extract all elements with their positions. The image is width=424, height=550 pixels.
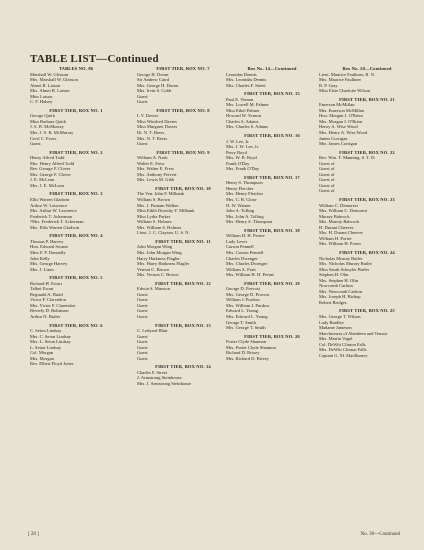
guest-name: Frederick T. Ackerman [30,213,72,219]
guest-name: Vernon C. Brown [137,266,169,272]
guest-name: Dr. N. T. Beers [137,130,165,136]
table-section [319,94,415,147]
guest-name: Henry Alfred Todd [30,155,65,161]
continued-note: No. 30—Continued [360,532,400,537]
guest-name: Mrs. Joseph H. Bishop [319,294,361,300]
section-header: FIRST TIER, BOX NO. 6 [49,322,103,328]
section-header: TABLES NO. 86 [58,66,94,71]
table-section [30,272,122,319]
guest-name: Miss Barbara Quirk [30,118,67,124]
guest-name: Mrs. Nicholas Murray Butler [319,261,373,267]
guest-name: Sir Andrew Caird [137,77,170,83]
table-section [226,66,318,88]
guest-name: Lieut. Maurice Faulkner, R. N. [319,71,376,77]
guest-name: Mrs. Richard D. Brixey [226,355,270,361]
guest-name: Mrs. Morgan [30,355,54,361]
guest-name: George T. Smith [226,319,256,325]
guest-name: Mrs. W. B. Boyd [226,155,257,161]
guest-name: Marchioness of Aberdeen and Temair [319,330,388,336]
guest-name: Mrs. Leonidas Dennis [226,77,267,83]
section-header: Box No. 20—Continued [342,66,392,71]
guest-name: Mrs. Almet R. Latson [30,88,70,94]
guest-name: Mrs. Charles Dwenger [226,261,268,267]
guest-name: Harry Harkness Flagler [137,255,180,261]
guest-name: H. W. Warner [226,202,251,208]
section-header: FIRST TIER, BOX NO. 5 [49,275,103,281]
guest-name: Paul E. Vernon [226,96,254,102]
guest-name: Mrs. Lowell M. Palmer [226,102,269,108]
guest-name: Arthur N. Butler [30,313,61,319]
section-header: FIRST TIER, BOX NO. 8 [156,107,210,113]
guest-name: Charles Dwenger [226,255,258,261]
guest-name: Nicholas Murray Butler [319,255,363,261]
guest-name: William J. Purdow [226,297,261,303]
guest-name: ?Mrs. Frederick T. Ackerman [30,219,84,225]
guest-name: Mrs. William S. Holmes [137,224,182,230]
guest-name: Robert Bridges [319,299,347,305]
section-header: FIRST TIER, BOX NO. 22 [339,149,395,155]
guest-name: Mrs. John Morgan Wing [137,249,182,255]
guest-name: Mrs. George F. Clover [30,171,71,177]
table-section [226,225,318,278]
guest-name: Howard W. Vernon [226,113,261,119]
section-header: FIRST TIER, BOX NO. 23 [339,197,395,203]
guest-name: Mrs. Marshall W. Gleason [30,77,78,83]
guest-name: Richard H. Ewart [30,280,62,286]
guest-name: Mrs. J. Armstrong Steinhouse [137,380,192,386]
guest-name: Miss Latson [30,93,53,99]
section-header: FIRST TIER, BOX NO. 15 [244,91,300,97]
guest-name: Mrs. Vernon C. Brown [137,272,179,278]
guest-name: Guest [137,302,148,308]
guest-name: H. Durant Cheever [319,224,354,230]
section-header: FIRST TIER, BOX NO. 12 [155,280,211,286]
guest-name: Guest [137,333,148,339]
guest-name: Miss Elsie Charlotte Wilson [319,88,371,94]
guest-name: Marshall W. Gleason [30,71,69,77]
table-section [226,88,318,130]
guest-name: Hon. Edward Swann [30,244,68,250]
guest-name: Mrs. Carson Pennell [226,249,264,255]
guest-name: Mrs. Morgan J. O'Brien [319,118,363,124]
table-section [30,230,122,272]
guest-name: Guest of [319,166,335,172]
guest-name: Mrs. James Corrigan [319,141,358,147]
guest-name: Mrs. George T. Smith [226,325,266,331]
table-section [137,66,229,105]
guest-name: John Morgan Wing [137,244,173,250]
section-header: FIRST TIER, BOX NO. 17 [244,174,300,180]
guest-name: J. W. Lee, Jr. [226,138,250,144]
section-header: FIRST TIER, BOX NO. 20 [244,333,300,339]
guest-name: Walter E. Frew [137,160,165,166]
guest-name: Guest [137,355,148,361]
guest-name: William S. Brown [137,197,171,203]
guest-name: Edward L. Young [226,308,259,314]
section-header: FIRST TIER, BOX NO. 25 [339,308,395,314]
guest-name: Mrs. William H. Porter [319,241,362,247]
section-header: FIRST TIER, BOX NO. 3 [49,191,103,197]
guest-name: R. P. Gray [319,82,338,88]
guest-name: Beverly D. Robinson [30,308,69,314]
guest-name: Mrs. Martin Vogel [319,336,353,342]
guest-name: Henry Fletcher [226,185,254,191]
table-section [30,66,122,105]
guest-name: Guest of [319,182,335,188]
guest-name: George H. Doran [137,71,169,77]
guest-name: William H. Porter [319,235,352,241]
section-header: FIRST TIER, BOX NO. 7 [156,66,210,71]
guest-name: Richard D. Brixey [226,350,260,356]
guest-name: Mrs. C. Seton Lindsay [30,333,72,339]
table-section [319,147,415,194]
guest-name: Porter Clyde Shannon [226,339,267,345]
guest-name: Mrs. Henry S. Thompson [226,219,273,225]
guest-name: Perry Boyd [226,149,247,155]
guest-name: Stephen H. Olin [319,272,349,278]
guest-name: Mrs. William J. Purdow [226,302,270,308]
guest-name: Mrs. John A. Tolling [226,213,264,219]
guest-name: George D. Provost [226,286,260,292]
guest-name: Talbot Ewart [30,286,54,292]
guest-name: Hon. Morgan J. O'Brien [319,113,363,119]
guest-name: Mrs. Ellis Warren Gladwin [30,224,80,230]
guest-name: Mrs. Emerson McMillan [319,107,365,113]
guest-name: Reginald A. Budd [30,291,63,297]
table-section [319,305,415,358]
guest-name: Mrs. Porter Clyde Shannon [226,344,276,350]
guest-name: Guest [137,308,148,314]
guest-name: Emerson McMillan [319,102,355,108]
guest-name: Almet R. Latson [30,82,61,88]
guest-name: Mrs. Anthony Prevert [137,171,177,177]
guest-name: Mrs. Henry Alfred Todd [30,160,75,166]
section-header: FIRST TIER, BOX NO. 11 [155,238,211,244]
guest-name: William C. Demorest [319,202,358,208]
guest-name: Guest [137,141,148,147]
table-section [137,147,229,183]
guest-name: Guest of [319,188,335,194]
guest-name: Guest [137,297,148,303]
guest-name: Mrs. George D. Provost [226,291,270,297]
guest-name: Thomas P. Harvey [30,238,64,244]
guest-name: Mrs. DeWitt Clinton Falls [319,347,367,353]
table-section [319,247,415,305]
guest-name: C. Seton Lindsay [30,328,62,334]
guest-name: Mrs. Maurice Faulkner [319,77,362,83]
guest-name: Madame Jameson [319,325,352,331]
section-header: FIRST TIER, BOX NO. 1 [49,107,103,113]
guest-name: Mrs. Harry Harkness Flagler [137,261,190,267]
guest-name: Mrs. J. Putnam Walker [137,202,179,208]
guest-name: Miss Sarah Schuyler Butler [319,266,370,272]
guest-name: Guest [137,350,148,356]
guest-name: Leonidas Dennis [226,71,257,77]
guest-name: Mrs. Arthur W. Lawrence [30,208,77,214]
section-header: FIRST TIER, BOX NO. 10 [155,185,211,191]
column-1 [30,68,122,367]
guest-name: Carson Pennell [226,244,254,250]
guest-name: Lady Bradley [319,319,344,325]
guest-name: J. S. B. McMurray [30,124,64,130]
guest-name: Mrs. N. T. Beers [137,135,168,141]
table-section [30,147,122,189]
section-header: FIRST TIER, BOX NO. 4 [49,233,103,239]
guest-name: Guest [30,141,41,147]
guest-name: William A. Nash [137,155,168,161]
guest-name: Guest [137,99,148,105]
guest-name: Miss Margaret Davies [137,124,178,130]
guest-name: The Ven. John F. Milbank [137,191,185,197]
guest-name: Lieut. J. C. Clayton, U. S. N. [137,230,190,236]
section-header: FIRST TIER, BOX NO. 14 [155,364,211,370]
guest-name: Lady Lever [226,238,248,244]
guest-name: Col. DeWitt Clinton Falls [319,341,366,347]
guest-name: C. Ledyard Blair [137,328,168,334]
table-section [319,194,415,247]
guest-name: Col. Morgan [30,350,54,356]
guest-name: Mrs. Newcomb Carlton [319,288,363,294]
guest-name: Edwin S. Marston [137,286,170,292]
guest-name: Miss Lydia Parker [137,213,171,219]
guest-name: Mrs. William C. Demorest [319,208,368,214]
guest-name: Mrs. C. B. Close [226,197,257,203]
table-section [137,105,229,147]
guest-name: Henry A. Wise Wood [319,124,358,130]
guest-name: Mrs. George T. Wilson [319,313,361,319]
guest-name: Mrs. Irvin S. Cobb [137,88,172,94]
guest-name: Mrs. J. W. Lee, Jr. [226,144,259,150]
guest-name: Guest [137,313,148,319]
column-3 [226,68,318,361]
table-section [226,172,318,225]
guest-name: Captain G. M. MacBurney [319,352,368,358]
guest-name: Mrs. Lewis M. Gibb [137,177,175,183]
guest-name: Mrs. Walter E. Frew [137,166,175,172]
guest-name: Miss Winifred Davies [137,118,177,124]
guest-name: Murray Babcock [319,213,350,219]
guest-name: Victor F. Clarendon [30,297,66,303]
guest-name: I. V. Davies [137,113,159,119]
guest-name: Guest of [319,177,335,183]
guest-name: Guest [137,344,148,350]
guest-name: Mrs. Edward L. Young [226,313,268,319]
guest-name: Guest of [319,160,335,166]
guest-name: Mrs. William H. H. Perine [226,272,275,278]
guest-name: J. Armstrong Steinhouse [137,375,182,381]
column-4 [319,68,415,358]
guest-name: Mrs. H. Durant Cheever [319,230,364,236]
guest-name: Guest [137,339,148,345]
section-header: FIRST TIER, BOX NO. 13 [155,322,211,328]
guest-name: Mrs. Frank O'Day [226,166,260,172]
guest-name: Miss F. P. Donnelly [30,249,66,255]
guest-name: Rev. Wm. T. Manning, S. T. D. [319,155,376,161]
guest-name: Miss Ethel Palmer [226,107,260,113]
guest-name: Henry S. Thompson [226,180,263,186]
guest-name: Mrs. Stephen H. Olin [319,277,359,283]
guest-name: Mrs. Charles S. Adams [226,124,269,130]
guest-name: Mrs. Victor F. Clarendon [30,302,76,308]
guest-name: Mrs. J. S. B. McMurray [30,130,74,136]
guest-name: Mrs. Henry Fletcher [226,191,263,197]
table-section [30,105,122,147]
guest-name: John Kelly [30,255,50,261]
section-header: Box No. 14—Continued [247,66,297,71]
table-section [226,130,318,172]
section-header: FIRST TIER, BOX NO. 18 [244,227,300,233]
guest-name: Guest [137,93,148,99]
section-header: FIRST TIER, BOX NO. 19 [244,280,300,286]
table-section [137,361,229,386]
guest-name: Miss Edith Dorothy Y. Milbank [137,208,195,214]
table-section [137,320,229,362]
table-section [137,183,229,236]
guest-name: L. Seton Lindsay [30,344,62,350]
guest-name: Cecil C. Evers [30,135,57,141]
guest-name: William S. Holmes [137,219,172,225]
table-section [319,66,415,94]
guest-name: Arthur W. Lawrence [30,202,68,208]
guest-name: Mrs. J. Lines [30,266,54,272]
section-header: FIRST TIER, BOX NO. 2 [49,149,103,155]
table-section [226,278,318,331]
section-header: FIRST TIER, BOX NO. 24 [339,249,395,255]
guest-name: Charles S. Adams [226,118,259,124]
guest-name: C. F. Halsey [30,99,53,105]
guest-name: Guest [137,291,148,297]
guest-name: Mrs. Henry A. Wise Wood [319,130,368,136]
section-header: FIRST TIER, BOX NO. 16 [244,133,300,139]
guest-name: Guest of [319,171,335,177]
section-header: FIRST TIER, BOX NO. 9 [156,149,210,155]
guest-name: John A. Tolling [226,208,255,214]
column-2 [137,68,229,387]
guest-name: Nowcomb Carlton [319,283,353,289]
guest-name: Frank O'Day [226,160,250,166]
guest-name: Charles F. Street [137,369,168,375]
guest-name: Mrs. George Harvey [30,261,68,267]
table-section [226,331,318,362]
guest-name: Mrs. Murray Babcock [319,219,360,225]
guest-name: Ellis Warren Gladwin [30,197,70,203]
table-section [30,320,122,367]
table-section [30,188,122,230]
section-header: FIRST TIER, BOX NO. 21 [339,96,395,102]
guest-name: J. E. McLean [30,177,55,183]
guest-name: Mrs. Charles F. Street [226,82,266,88]
guest-name: William A. Pratt [226,266,256,272]
page-title: TABLE LIST—Continued [30,53,159,65]
guest-name: Mrs. J. E. McLean [30,182,64,188]
guest-name: George Quirk [30,113,56,119]
guest-name: Mrs. L. Seton Lindsay [30,339,71,345]
guest-name: William H. H. Perine [226,233,265,239]
guest-name: Rev. George F. Clover [30,166,71,172]
guest-name: Mrs. George H. Doran [137,82,178,88]
guest-name: James Corrigan [319,135,348,141]
table-section [137,236,229,278]
guest-name: Rev. Elbert Floyd Jones [30,361,74,367]
table-section [137,278,229,320]
page-number: [ 28 ] [28,532,39,537]
